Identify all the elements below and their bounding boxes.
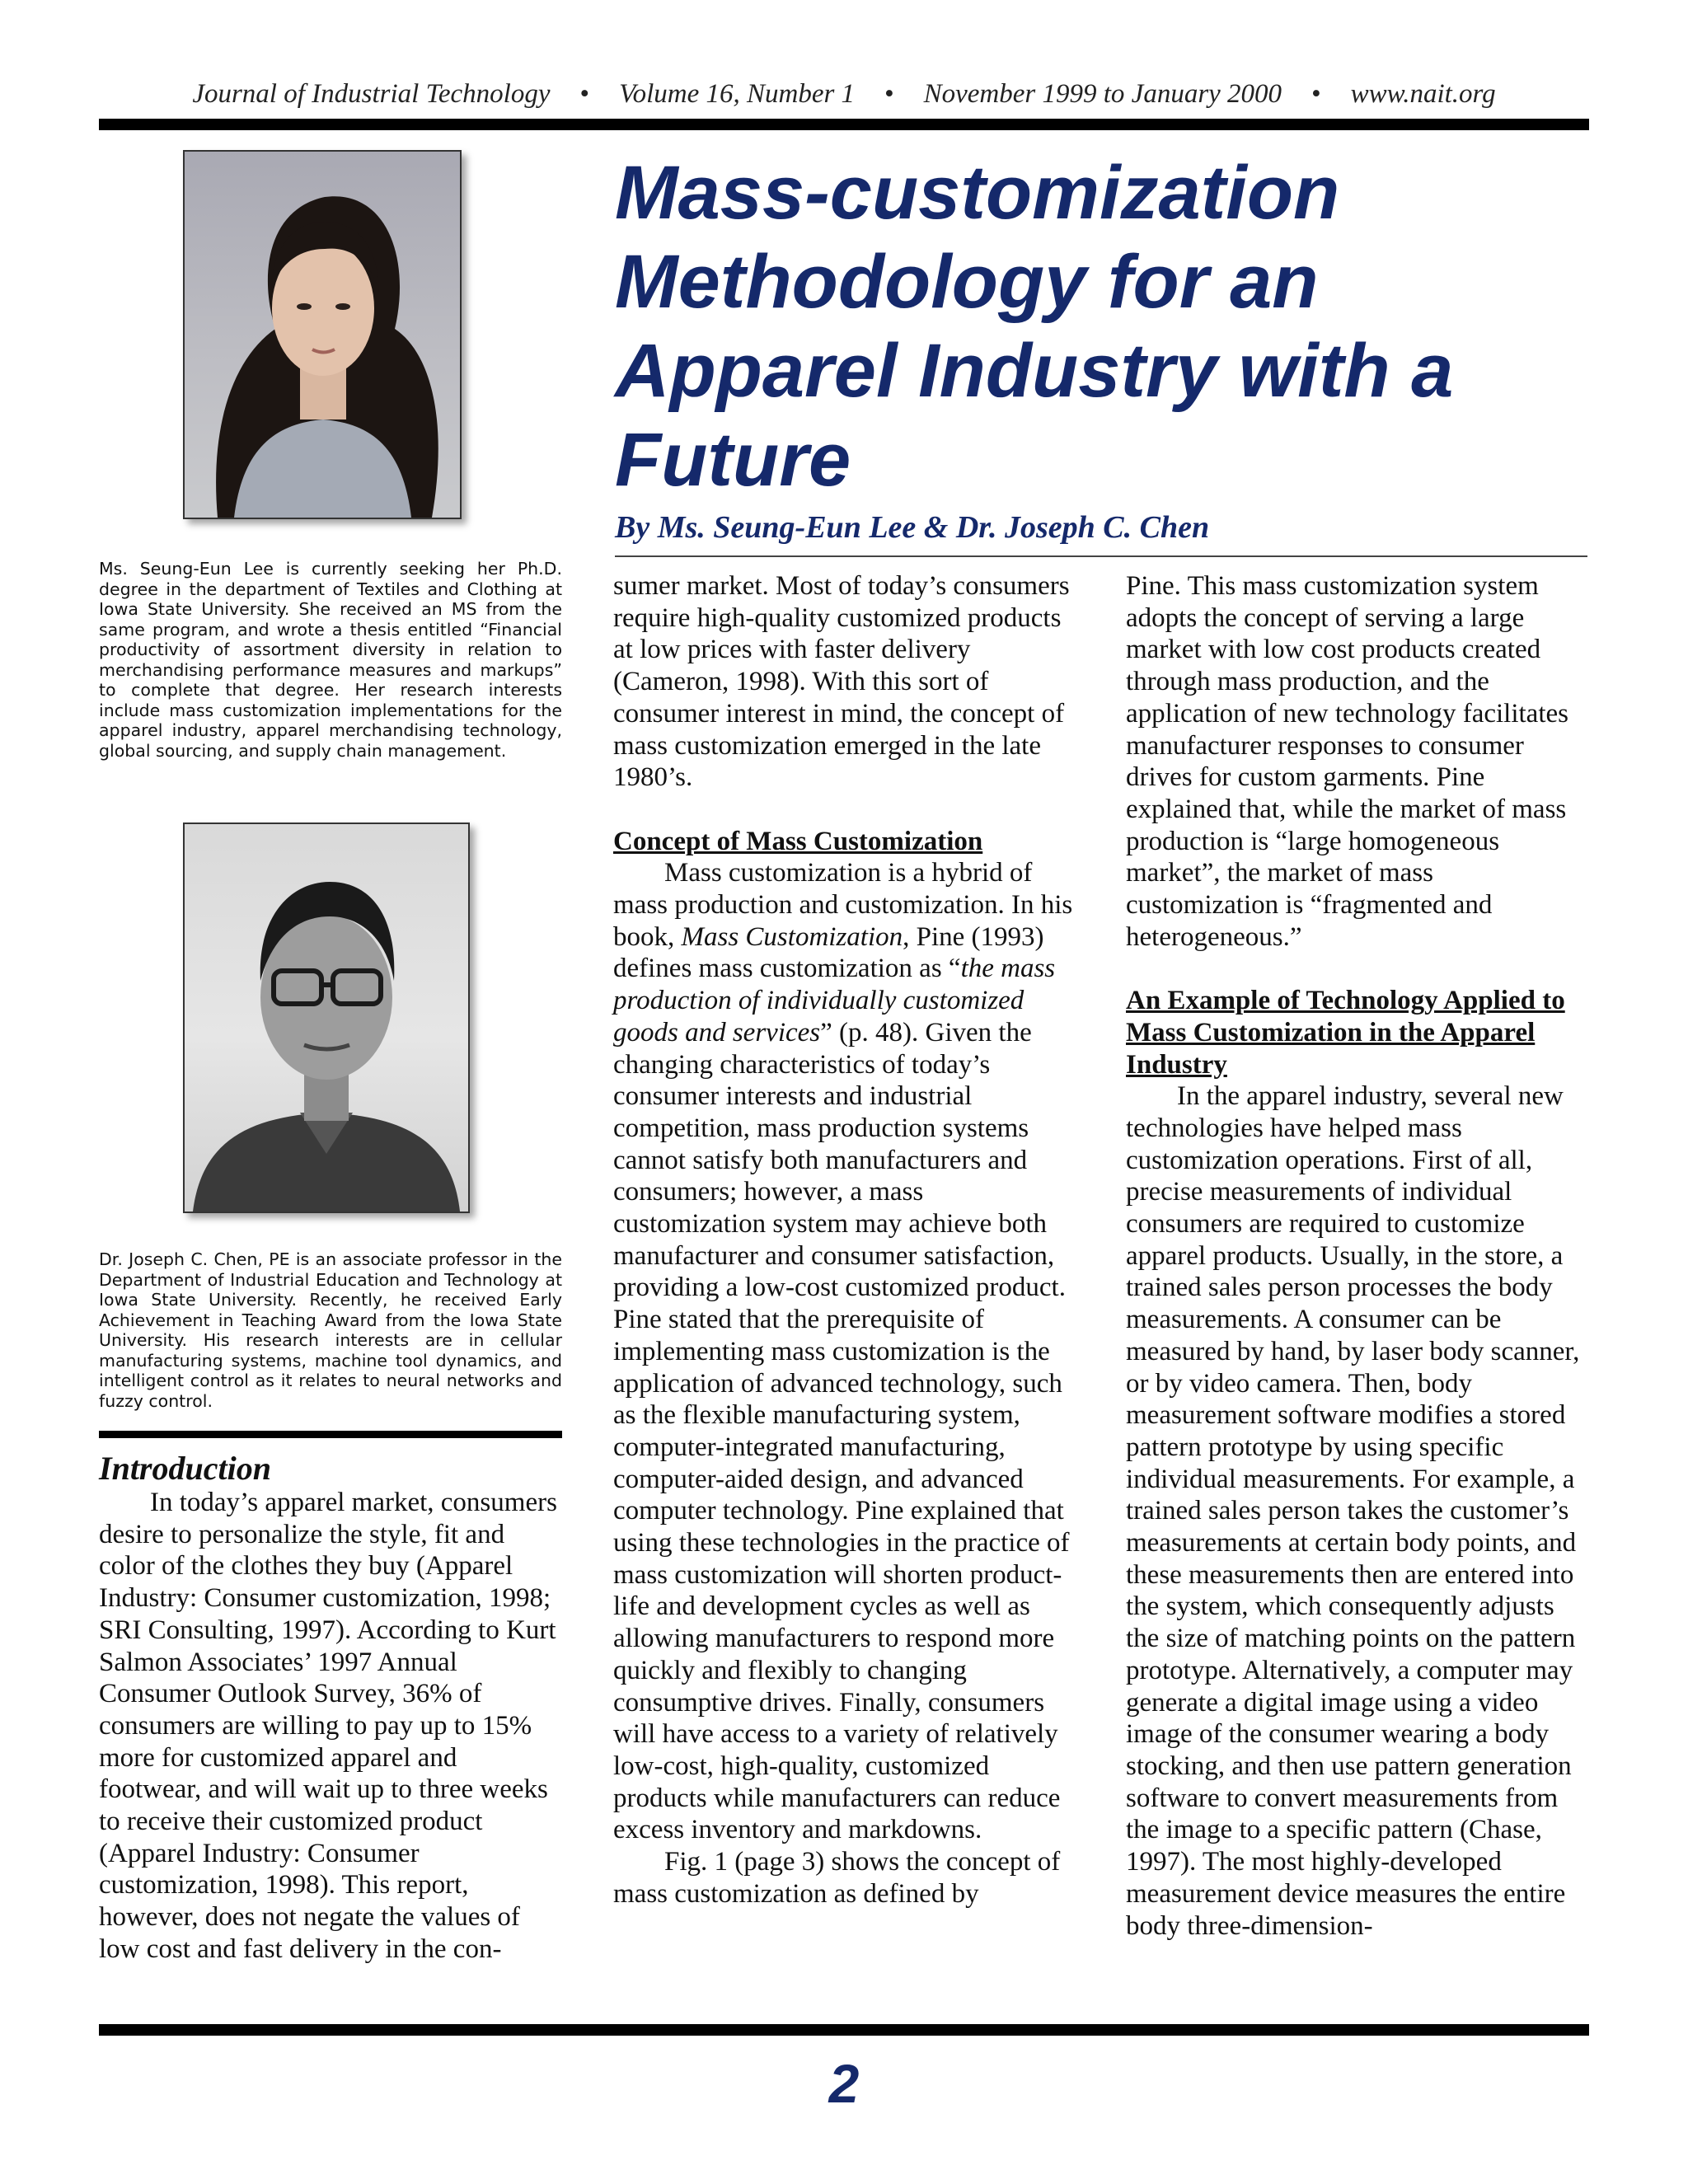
- column-middle: [613, 570, 1080, 1910]
- section-heading-introduction: Introduction: [99, 1450, 271, 1487]
- title-rule: [615, 555, 1587, 557]
- separator-bullet: •: [579, 79, 590, 109]
- paragraph-example-1: In the apparel industry, several new technologies have helped mass customization operations. First of all, precise measurements of individual consumers are required to customize apparel products. Usually, in the store, a trained sales person processes the body measurements. A consumer can be measured by hand, by laser body scanner, or by video camera. Then, body measurement software modifies a stored pattern prototype by using specific individual measurements. For example, a trained sales person takes the customer’s measurements at certain body points, and these measurements then are entered into the system, which consequently adjusts the size of matching points on the pattern prototype. Alternatively, a computer may generate a digital image using a video image of the consumer wearing a body stocking, and then use pattern generation software to convert measurements from the image to a specific pattern (Chase, 1997). The most highly-developed measurement device measures the entire body three-dimension-: [1126, 1081, 1580, 1941]
- book-title: Mass Customization: [681, 921, 903, 952]
- section-heading-concept: Concept of Mass Customization: [613, 826, 983, 856]
- concept-text-c: ” (p. 48). Given the changing characteristics of today’s consumer interests and industrial competition, mass production systems cannot satisfy both manufacturers and consumers; however, a mass customization system may achieve both manufacturer and consumer satisfaction, providing a low-cost customized product. Pine stated that the prerequisite of implementing mass customization is the application of advanced technology, such as the flexible manufacturing system, computer-integrated manufacturing, computer-aided design, and advanced computer technology. Pine explained that using these technologies in the practice of mass customization will shorten product-life and development cycles as well as allowing manufacturers to respond more quickly and flexibly to changing consumptive drives. Finally, consumers will have access to a variety of relatively low-cost, high-quality, customized products while manufacturers can reduce excess inventory and markdowns.: [613, 1017, 1070, 1845]
- article-byline: By Ms. Seung-Eun Lee & Dr. Joseph C. Chen: [615, 510, 1210, 545]
- journal-name: Journal of Industrial Technology: [192, 79, 551, 109]
- author-photo-lee: [183, 150, 462, 519]
- paragraph-introduction: In today’s apparel market, consumers desire to personalize the style, fit and color of the clothes they buy (Apparel Industry: Consumer customization, 1998; SRI Consulting, 1997). According to Kurt Salmon Associates’ 1997 Annual Consumer Outlook Survey, 36% of consumers are willing to pay up to 15% more for customized apparel and footwear, and will wait up to three weeks to receive their customized product (Apparel Industry: Consumer customization, 1998). This report, however, does not negate the values of low cost and fast delivery in the con-: [99, 1488, 557, 1964]
- header-rule: [99, 119, 1589, 130]
- concept-text-a: Mass customization is a hybrid of mass production and customization. In his book,: [613, 858, 1073, 952]
- page-number: 2: [828, 2053, 860, 2114]
- author-bio-lee: Ms. Seung-Eun Lee is currently seeking her Ph.D. degree in the department of Textiles and Clothing at Iowa State University. She received an MS from the same program, and wrote a thesis entitled “Financial productivity of assortment diversity in relation to merchandising performance measures and markups” to complete that degree. Her research interests include mass customization implementations for the apparel industry, apparel merchandising technology, global sourcing, and supply chain management.: [99, 559, 562, 761]
- footer-rule: [99, 2024, 1589, 2036]
- concept-text-b: , Pine (1993) defines mass customization as “: [613, 921, 1044, 984]
- journal-volume: Volume 16, Number 1: [619, 79, 856, 109]
- column-left: [99, 1451, 565, 1966]
- author-bio-chen: Dr. Joseph C. Chen, PE is an associate professor in the Department of Industrial Education and Technology at Iowa State University. Recently, he received Early Achievement in Teaching Award from the Iowa State University. His research interests are in cellular manufacturing systems, machine tool dynamics, and intelligent control as it relates to neural networks and fuzzy control.: [99, 1249, 562, 1411]
- sidebar-rule: [99, 1431, 562, 1438]
- author-photo-chen: [183, 823, 470, 1213]
- article-title: Mass-customization Methodology for an Apparel Industry with a Future: [615, 151, 1454, 502]
- journal-url: www.nait.org: [1350, 79, 1496, 109]
- separator-bullet: •: [1311, 79, 1321, 109]
- separator-bullet: •: [884, 79, 894, 109]
- journal-date: November 1999 to January 2000: [923, 79, 1282, 109]
- paragraph-introduction-continued: sumer market. Most of today’s consumers require high-quality customized products at low prices with faster delivery (Cameron, 1998). With this sort of consumer interest in mind, the concept of mass customization emerged in the late 1980’s.: [613, 571, 1070, 793]
- paragraph-gap: [1126, 953, 1592, 985]
- section-heading-example: An Example of Technology Applied to Mass Customization in the Apparel Industry: [1126, 986, 1565, 1080]
- paragraph-concept-2-continued: Pine. This mass customization system adopts the concept of serving a large market with low cost products created through mass production, and the application of new technology facilitates manufacturer responses to consumer drives for custom garments. Pine explained that, while the market of mass production is “large homogeneous market”, the market of mass customization is “fragmented and heterogeneous.”: [1126, 571, 1568, 952]
- column-right: [1126, 570, 1592, 1942]
- running-head: [99, 79, 1589, 110]
- paragraph-concept-1: [613, 857, 1080, 1846]
- definition-quote: the mass production of individually customized goods and services: [613, 954, 1056, 1047]
- paragraph-concept-2: Fig. 1 (page 3) shows the concept of mass customization as defined by: [613, 1847, 1061, 1909]
- paragraph-gap: [613, 794, 1080, 826]
